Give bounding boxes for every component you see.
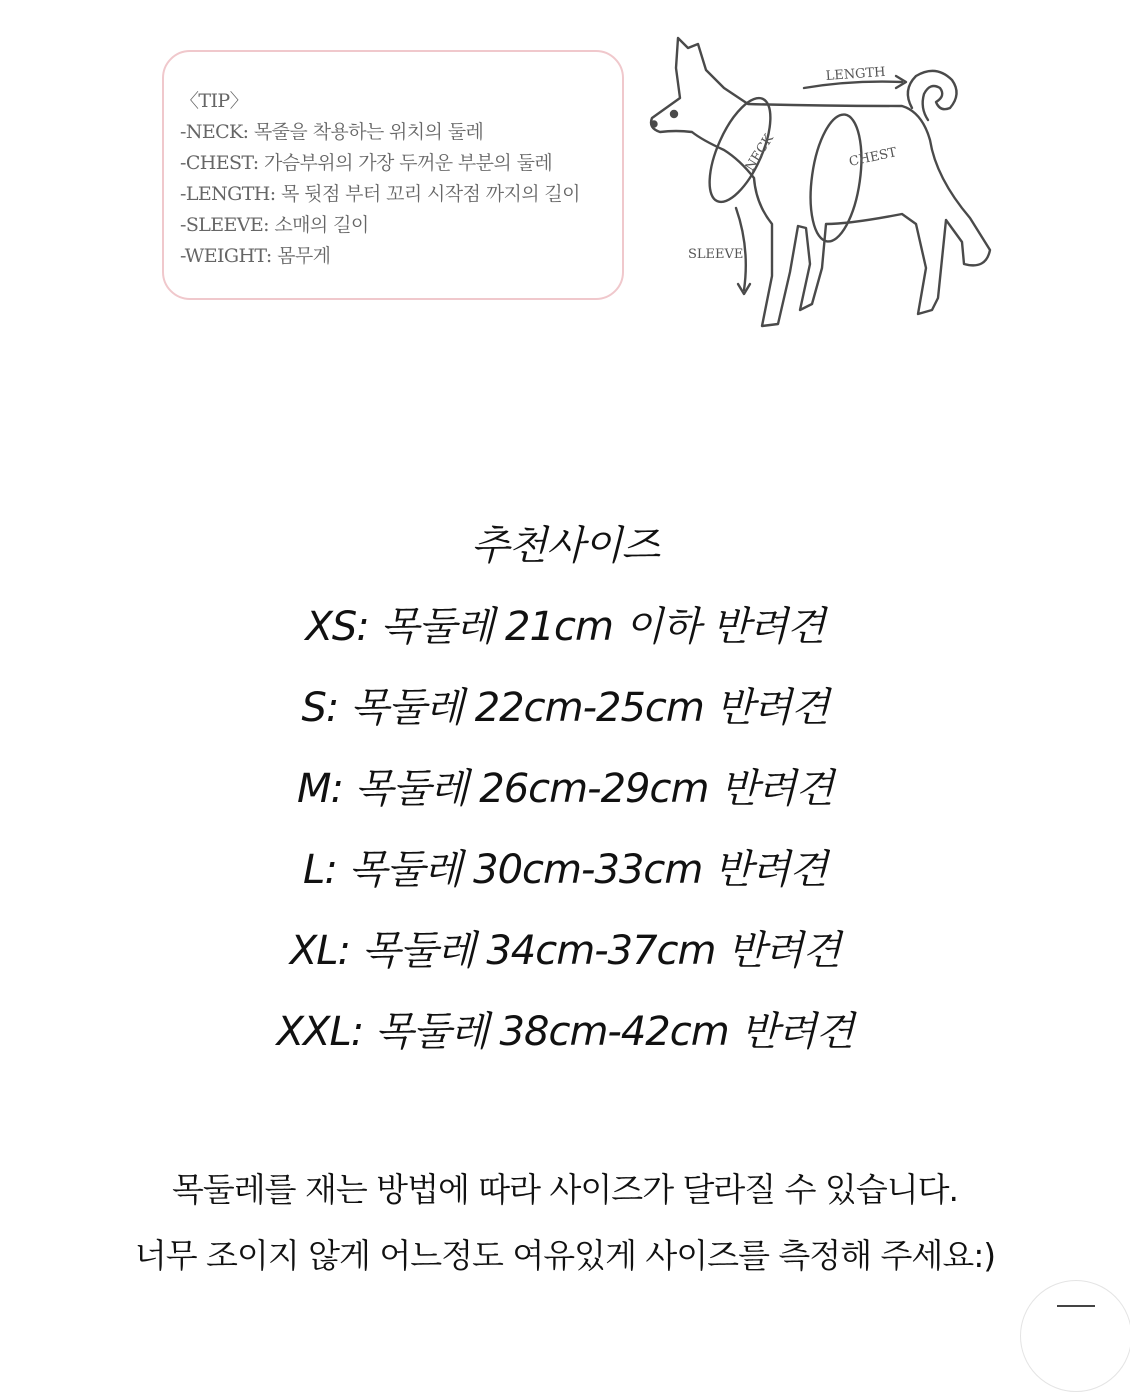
- tip-neck: -NECK: 목줄을 착용하는 위치의 둘레: [180, 121, 484, 143]
- size-xs: XS: 목둘레 21cm 이하 반려견: [305, 604, 825, 650]
- dog-measurement-diagram: [640, 28, 1000, 333]
- note-measurement: 목둘레를 재는 방법에 따라 사이즈가 달라질 수 있습니다.: [171, 1170, 959, 1209]
- size-xl: XL: 목둘레 34cm-37cm 반려견: [289, 928, 841, 974]
- recommended-sizes: [0, 516, 1130, 1083]
- dog-outline: [651, 38, 990, 326]
- tip-length: -LENGTH: 목 뒷점 부터 꼬리 시작점 까지의 길이: [180, 183, 580, 205]
- length-label: LENGTH: [825, 64, 887, 84]
- size-s: S: 목둘레 22cm-25cm 반려견: [301, 685, 829, 731]
- neck-label: NECK: [742, 131, 777, 175]
- note-loose-fit: 너무 조이지 않게 어느정도 여유있게 사이즈를 측정해 주세요:): [134, 1236, 996, 1275]
- scroll-top-button[interactable]: [1020, 1280, 1130, 1392]
- sizing-notes: [0, 1162, 1130, 1294]
- tip-sleeve: -SLEEVE: 소매의 길이: [180, 214, 369, 236]
- sleeve-label: SLEEVE: [688, 247, 744, 262]
- tip-heading: 〈TIP〉: [180, 90, 248, 112]
- tip-weight: -WEIGHT: 몸무게: [180, 245, 331, 267]
- chest-label: CHEST: [847, 145, 899, 170]
- size-xxl: XXL: 목둘레 38cm-42cm 반려견: [276, 1009, 854, 1055]
- size-m: M: 목둘레 26cm-29cm 반려견: [296, 766, 834, 812]
- sizes-title: 추천사이즈: [470, 523, 660, 569]
- tip-box: [162, 50, 624, 300]
- size-l: L: 목둘레 30cm-33cm 반려견: [303, 847, 827, 893]
- tip-chest: -CHEST: 가슴부위의 가장 두꺼운 부분의 둘레: [180, 152, 553, 174]
